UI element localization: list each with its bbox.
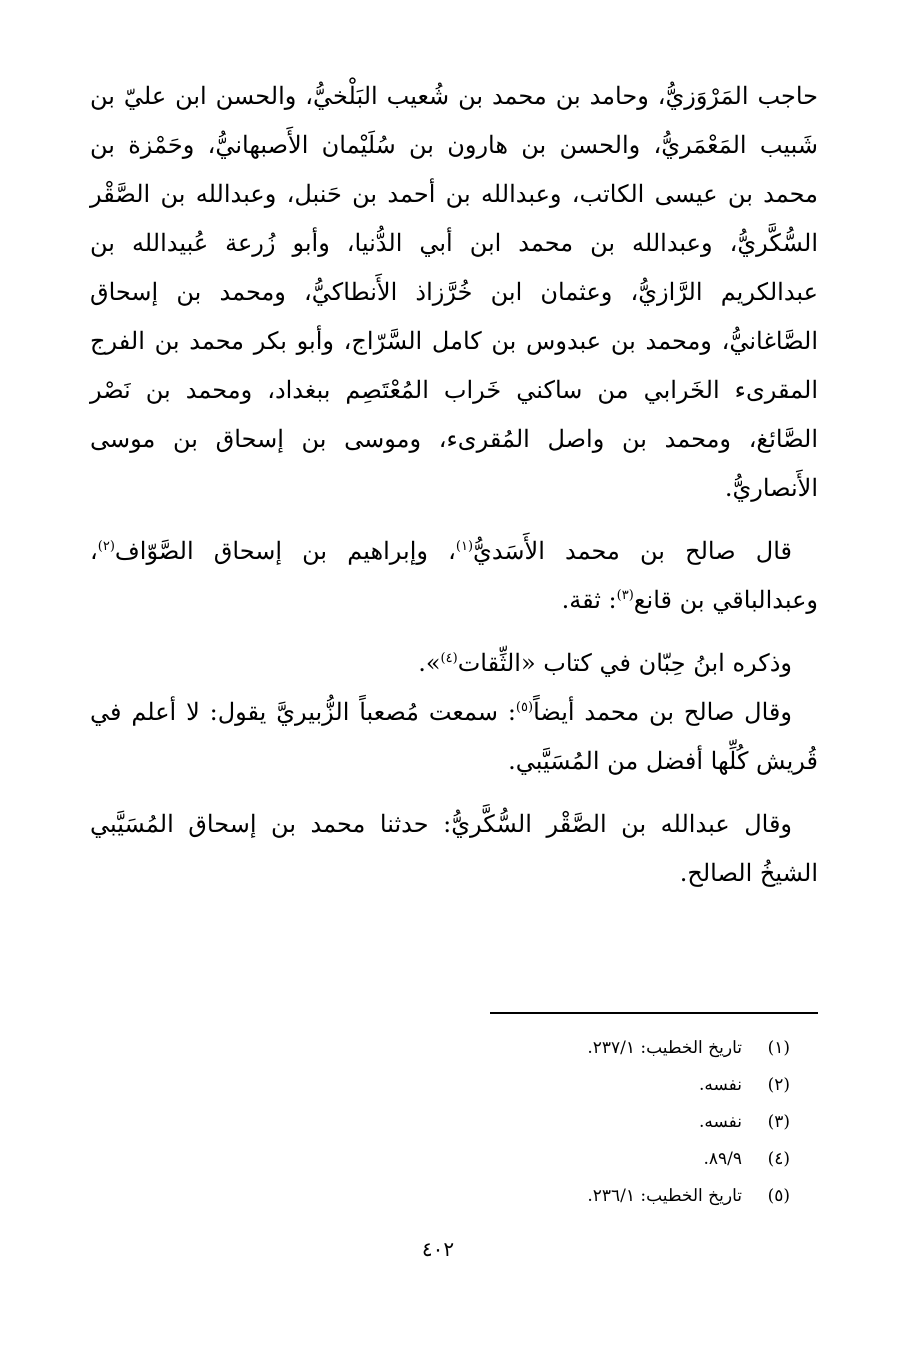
footnote-reference[interactable]: (١): [455, 539, 474, 554]
footnote-item: [400, 1178, 790, 1215]
paragraph-sukkari-statement: وقال عبدالله بن الصَّقْر السُّكَّريُّ: حدثنا محمد بن إسحاق المُسَيَّبي الشيخُ الصالح.: [90, 810, 818, 887]
paragraph-ibn-hibban: [90, 639, 818, 688]
footnote-item: [400, 1141, 790, 1178]
paragraph-text: قال صالح بن محمد الأَسَديُّ: [473, 537, 792, 565]
footnote-number: (٣): [767, 1112, 790, 1132]
footnote-number: (٥): [767, 1186, 790, 1206]
footnote-text: تاريخ الخطيب: ٢٣٦/١.: [587, 1186, 742, 1206]
footnote-number: (١): [767, 1038, 790, 1058]
paragraph-narrators-list: حاجب المَرْوَزيُّ، وحامد بن محمد بن شُعيب البَلْخيُّ، والحسن ابن عليّ بن شَبيب المَعْمَريُّ، والحسن بن هارون بن سُلَيْمان الأَصبهانيُّ، وحَمْزة بن محمد بن عيسى الكاتب، وعبدالله بن أحمد بن حَنبل، وعبدالله بن الصَّقْر السُّكَّريُّ، وعبدالله بن محمد ابن أبي الدُّنيا، وأبو زُرعة عُبيدالله بن عبدالكريم الرَّازيُّ، وعثمان ابن خُرَّزاذ الأَنطاكيُّ، ومحمد بن إسحاق الصَّاغانيُّ، ومحمد بن عبدوس بن كامل السَّرّاج، وأبو بكر محمد بن الفرج المقرىء الخَرابي من ساكني خَراب المُعْتَصِم ببغداد، ومحمد بن نَصْر الصَّائغ، ومحمد بن واصل المُقرىء، وموسى بن إسحاق بن موسى الأَنصاريُّ.: [90, 82, 818, 502]
footnote-text: نفسه.: [698, 1075, 742, 1095]
paragraph-saleh-statement: [90, 527, 818, 625]
paragraph-text: : ثقة.: [561, 586, 617, 614]
footnote-text: تاريخ الخطيب: ٢٣٧/١.: [587, 1038, 742, 1058]
paragraph-mussab-statement: [90, 688, 818, 786]
footnote-reference[interactable]: (٣): [616, 588, 634, 603]
footnote-text: نفسه.: [698, 1112, 742, 1132]
paragraph-text: ، وإبراهيم بن إسحاق الصَّوّاف: [114, 537, 456, 565]
footnotes-section: [400, 1030, 790, 1215]
page-number: ٤٠٢: [421, 1237, 455, 1261]
footnote-item: [400, 1104, 790, 1141]
footnote-item: [400, 1030, 790, 1067]
footnote-reference[interactable]: (٥): [515, 700, 534, 715]
footnote-number: (٤): [767, 1149, 790, 1169]
footnote-separator: [490, 1012, 818, 1014]
paragraph-text: ، وعبدالباقي بن قانع: [90, 537, 818, 614]
main-text-body: [90, 72, 818, 898]
footnote-text: ٨٩/٩.: [703, 1149, 742, 1169]
paragraph-text: : سمعت مُصعباً الزُّبيريَّ يقول: لا أعلم في قُريش كُلِّها أفضل من المُسَيَّبي.: [90, 698, 818, 775]
footnote-reference[interactable]: (٤): [440, 651, 458, 666]
paragraph-text: وذكره ابنُ حِبّان في كتاب «الثِّقات: [457, 649, 792, 677]
footnote-number: (٢): [767, 1075, 790, 1095]
paragraph-text: وقال صالح بن محمد أيضاً: [533, 698, 792, 726]
footnote-reference[interactable]: (٢): [97, 539, 115, 554]
footnote-item: [400, 1067, 790, 1104]
paragraph-text: ».: [418, 649, 441, 677]
